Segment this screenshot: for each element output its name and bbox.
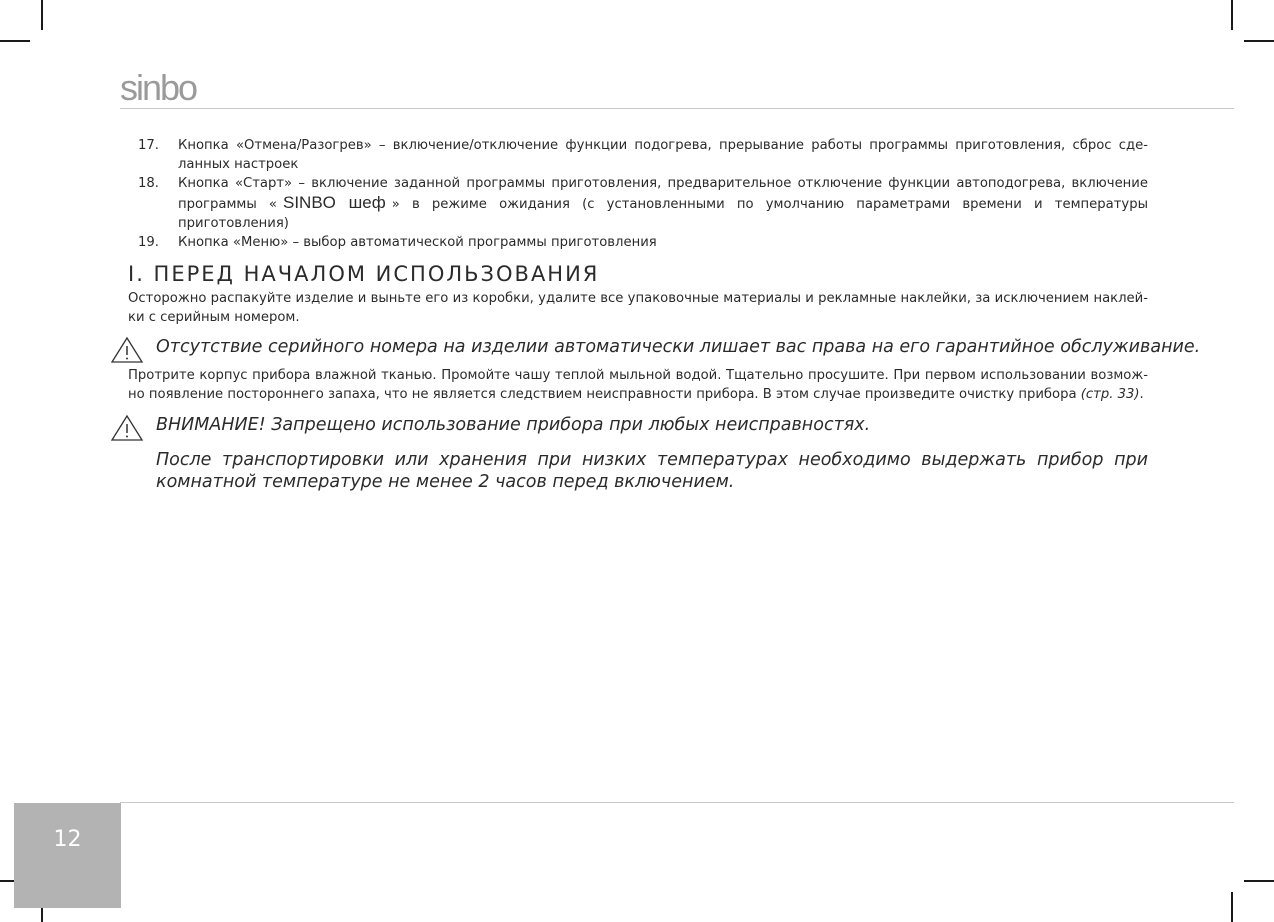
list-item [138, 174, 1148, 233]
button-description-list [138, 136, 1148, 252]
warning-malfunction [110, 414, 870, 442]
list-item-text: Кнопка «Меню» – выбор автоматической программы приготовления [178, 235, 657, 250]
warning-text: Отсутствие серийного номера на изделии автоматически лишает вас права на его гарантийное обслуживание. [156, 337, 1201, 357]
crop-mark [1244, 880, 1274, 882]
warning-icon [110, 414, 144, 442]
list-item [138, 136, 1148, 174]
intro-paragraph: Осторожно распакуйте изделие и выньте его из коробки, удалите все упаковочные материалы и рекламные наклейки, за исключением наклей-ки с серийным номером. [128, 291, 1148, 325]
list-item-text: Кнопка «Старт» – включение заданной программы приготовления, предварительное отключение функции автоподогрева, включение программы « SINBO шеф » в режиме ожидания (с установленными по умолчанию параметрами времени и температуры приготовления) [178, 176, 1148, 231]
transport-note: После транспортировки или хранения при низких температурах необходимо выдержать прибор при комнатной температуре не менее 2 часов перед включением. [156, 450, 1148, 492]
page-reference: (стр. 33) [1080, 387, 1140, 402]
crop-mark [41, 0, 43, 30]
footer-divider [120, 802, 1234, 803]
warning-serial-number [110, 336, 1200, 364]
crop-mark [1231, 0, 1233, 30]
page-number: 12 [53, 827, 82, 852]
program-brand-name: SINBO шеф [283, 193, 386, 212]
list-item-text: Кнопка «Отмена/Разогрев» – включение/отключение функции подогрева, прерывание работы программы приготовления, сброс сде-ланных настроек [178, 138, 1148, 172]
header-divider [120, 108, 1234, 109]
page-number-box [14, 803, 121, 908]
crop-mark [0, 40, 30, 42]
list-item-number: 17. [138, 138, 159, 153]
brand-logo: sinbo [120, 67, 197, 108]
warning-icon [110, 336, 144, 364]
list-item-number: 18. [138, 176, 159, 191]
list-item [138, 233, 1148, 252]
crop-mark [1244, 40, 1274, 42]
cleaning-paragraph: Протрите корпус прибора влажной тканью. Промойте чашу теплой мыльной водой. Тщательно просушите. При первом использовании возмож-но появление постороннего запаха, что не является следствием неисправности прибора. В этом случае произведите очистку прибора (стр. 33). [128, 368, 1148, 402]
crop-mark [1231, 892, 1233, 922]
warning-text: ВНИМАНИЕ! Запрещено использование прибора при любых неисправностях. [156, 415, 871, 435]
section-title: I. ПЕРЕД НАЧАЛОМ ИСПОЛЬЗОВАНИЯ [128, 262, 600, 286]
list-item-number: 19. [138, 235, 159, 250]
